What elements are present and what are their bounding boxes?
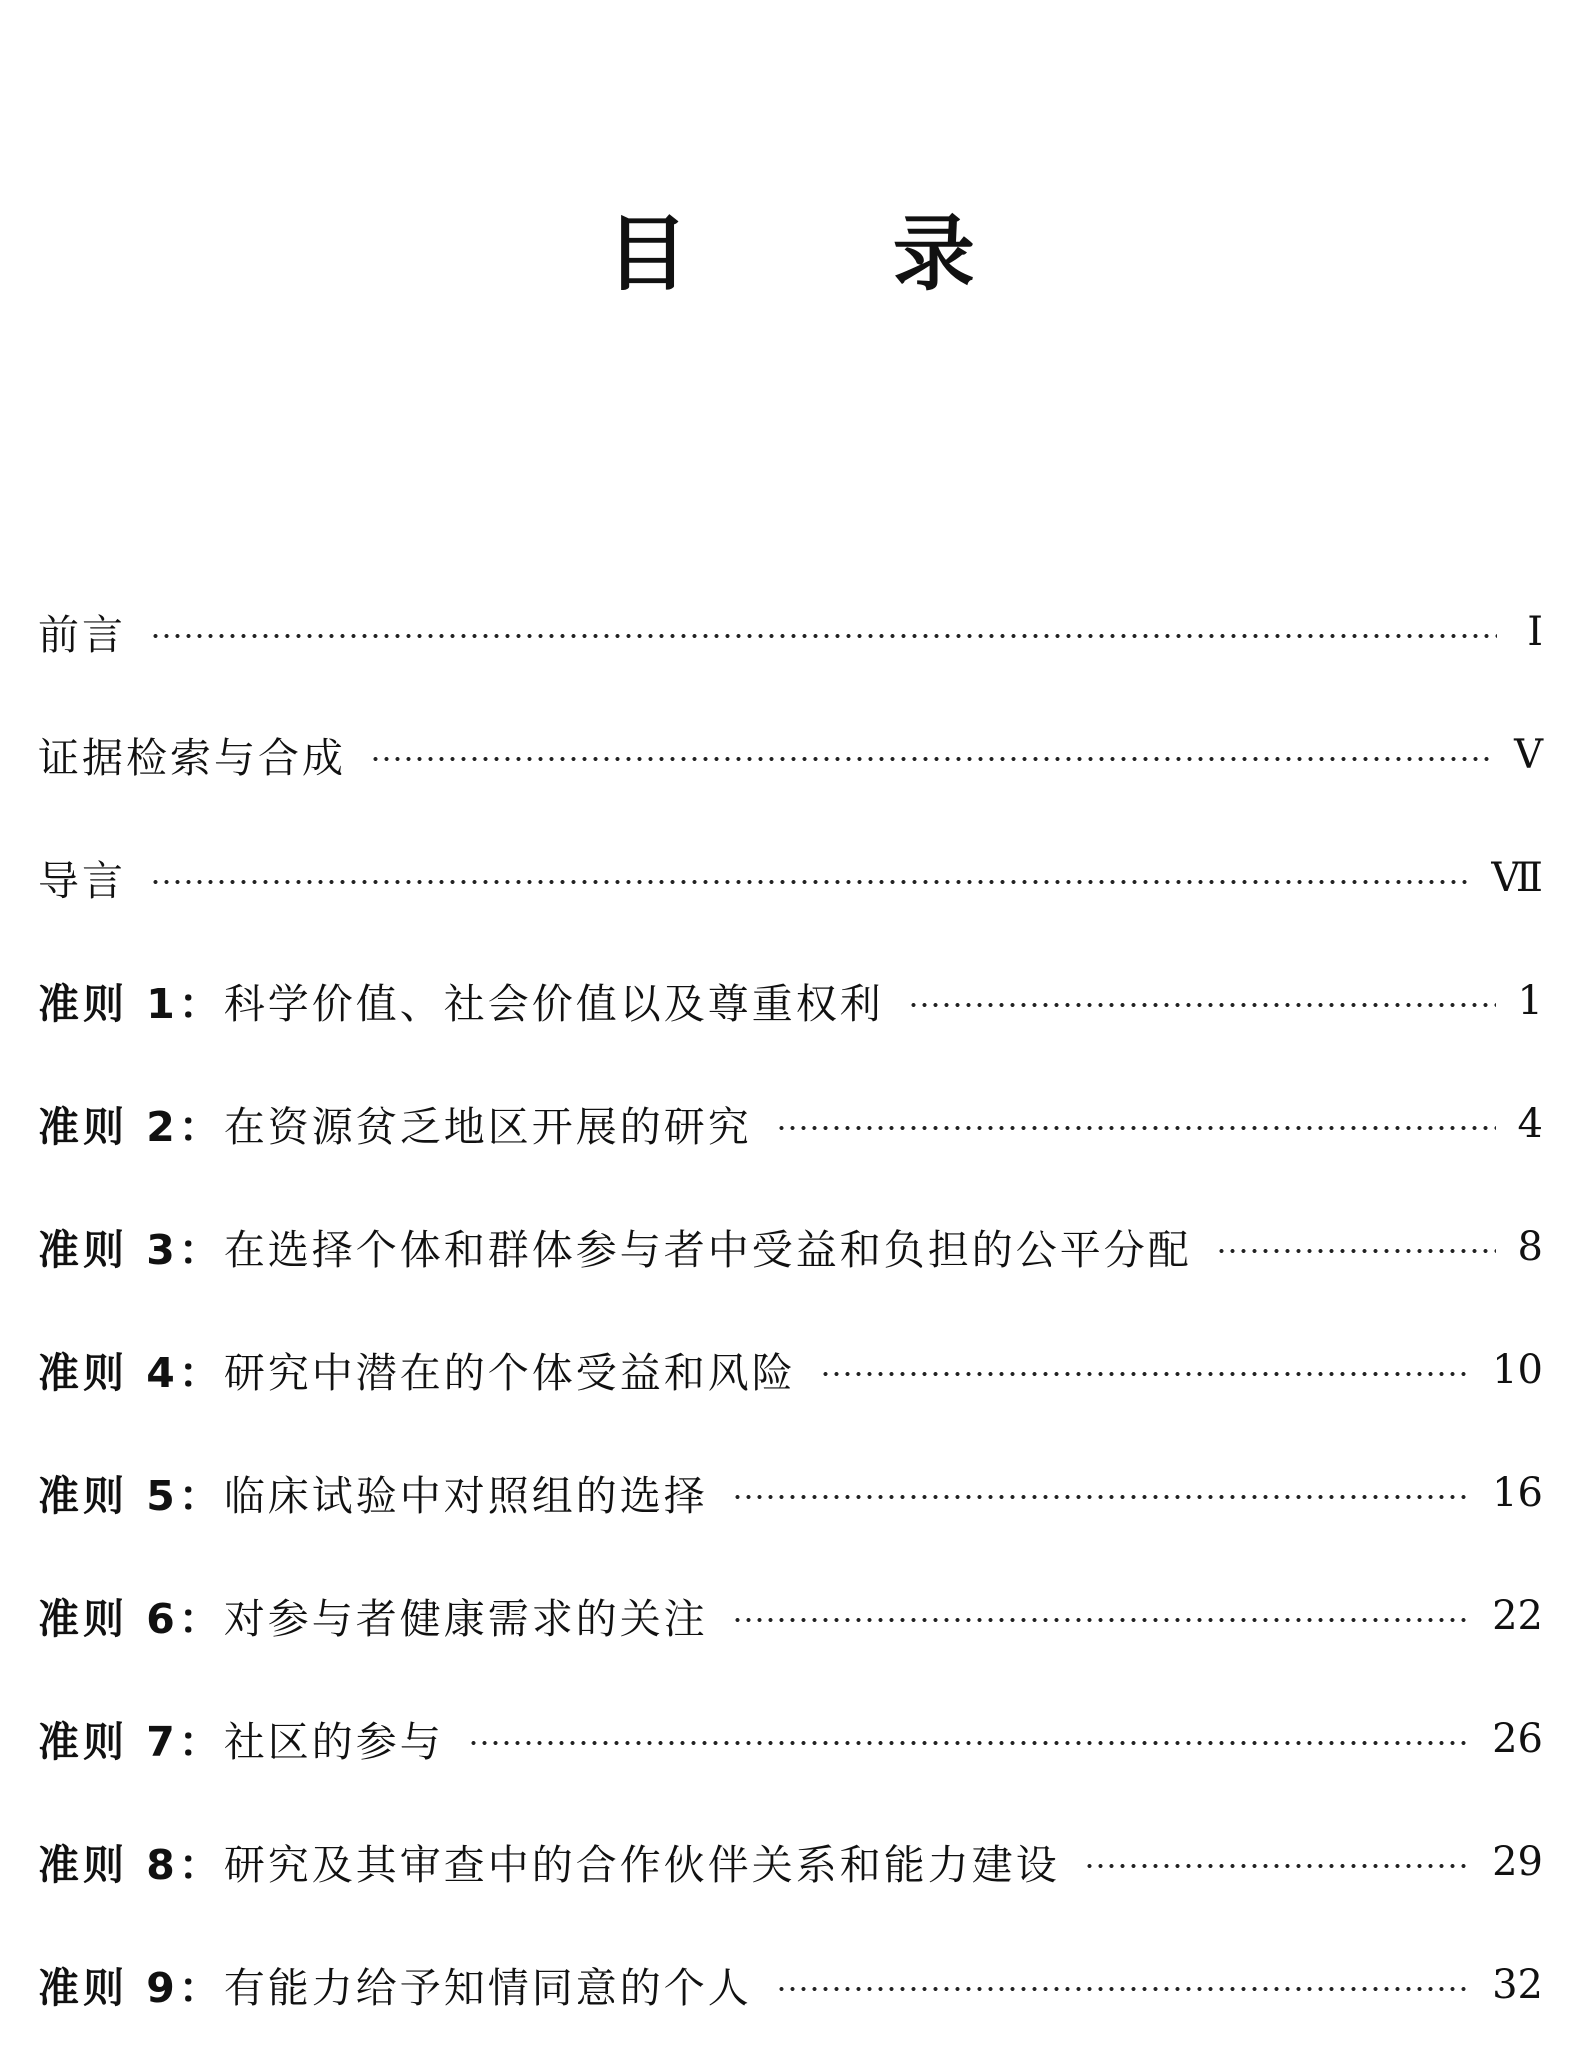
toc-entry-prefix: 准则 7： [38, 1718, 224, 1766]
toc-entry-page: 4 [1517, 1100, 1543, 1147]
dot-leader [370, 756, 1492, 762]
toc-entry-label [38, 1463, 732, 1522]
toc-entry[interactable] [38, 1677, 1543, 1800]
dot-leader [776, 1125, 1496, 1131]
toc-entry-text: 证据检索与合成 [38, 734, 346, 782]
toc-entry-page: 10 [1492, 1346, 1543, 1393]
dot-leader [150, 879, 1469, 885]
toc-entry-page: 29 [1492, 1838, 1543, 1885]
toc-entry-prefix: 准则 5： [38, 1472, 224, 1520]
toc-entry[interactable] [38, 693, 1543, 816]
toc-entry-label [38, 1094, 776, 1153]
toc-entry-label [38, 1955, 776, 2014]
toc-entry-prefix: 准则 1： [38, 980, 224, 1028]
toc-entry[interactable] [38, 1554, 1543, 1677]
dot-leader [150, 633, 1497, 639]
toc-entry-label [38, 602, 150, 661]
toc-entry-page: 32 [1492, 1961, 1543, 2008]
toc-entry-text: 科学价值、社会价值以及尊重权利 [223, 980, 884, 1028]
toc-entry-text: 导言 [38, 857, 126, 905]
toc-entry-prefix: 准则 9： [38, 1964, 224, 2012]
toc-entry[interactable] [38, 1062, 1543, 1185]
dot-leader [1216, 1248, 1496, 1254]
toc-entry-label [38, 1340, 820, 1399]
toc-entry-label [38, 1586, 732, 1645]
dot-leader [776, 1986, 1470, 1992]
toc-entry-page: Ⅰ [1527, 608, 1543, 655]
page-title: 目 录 [606, 207, 1063, 302]
toc-entry-prefix: 准则 8： [38, 1841, 224, 1889]
toc-entry[interactable] [38, 570, 1543, 693]
dot-leader [1084, 1863, 1470, 1869]
toc-entry[interactable] [38, 1308, 1543, 1431]
toc-entry-page: Ⅶ [1491, 854, 1543, 901]
toc-entry-prefix: 准则 4： [38, 1349, 224, 1397]
toc-entry-label [38, 1832, 1084, 1891]
toc-entry-text: 在资源贫乏地区开展的研究 [223, 1103, 752, 1151]
toc-entry[interactable] [38, 1185, 1543, 1308]
toc-entry-text: 对参与者健康需求的关注 [223, 1595, 708, 1643]
toc-entry-text: 研究中潜在的个体受益和风险 [223, 1349, 796, 1397]
toc-entry-label [38, 848, 150, 907]
toc-list [38, 570, 1543, 2046]
dot-leader [820, 1371, 1470, 1377]
toc-entry-page: 8 [1517, 1223, 1543, 1270]
toc-entry-prefix: 准则 6： [38, 1595, 224, 1643]
dot-leader [732, 1494, 1470, 1500]
toc-entry-page: 1 [1517, 977, 1543, 1024]
toc-entry-text: 社区的参与 [223, 1718, 444, 1766]
toc-entry-label [38, 1217, 1216, 1276]
toc-entry-label [38, 1709, 468, 1768]
toc-entry-text: 临床试验中对照组的选择 [223, 1472, 708, 1520]
toc-entry-page: Ⅴ [1514, 731, 1543, 778]
toc-entry-text: 研究及其审查中的合作伙伴关系和能力建设 [223, 1841, 1060, 1889]
toc-entry-text: 有能力给予知情同意的个人 [223, 1964, 752, 2012]
dot-leader [732, 1617, 1470, 1623]
toc-entry[interactable] [38, 1923, 1543, 2046]
toc-entry[interactable] [38, 1800, 1543, 1923]
toc-entry-prefix: 准则 2： [38, 1103, 224, 1151]
toc-entry[interactable] [38, 1431, 1543, 1554]
dot-leader [908, 1002, 1496, 1008]
toc-entry-text: 在选择个体和群体参与者中受益和负担的公平分配 [223, 1226, 1192, 1274]
toc-entry-page: 26 [1492, 1715, 1543, 1762]
toc-entry-page: 16 [1492, 1469, 1543, 1516]
toc-entry-text: 前言 [38, 611, 126, 659]
toc-entry-page: 22 [1492, 1592, 1543, 1639]
toc-entry[interactable] [38, 939, 1543, 1062]
toc-entry-label [38, 725, 370, 784]
toc-entry[interactable] [38, 816, 1543, 939]
toc-entry-prefix: 准则 3： [38, 1226, 224, 1274]
dot-leader [468, 1740, 1470, 1746]
toc-entry-label [38, 971, 908, 1030]
